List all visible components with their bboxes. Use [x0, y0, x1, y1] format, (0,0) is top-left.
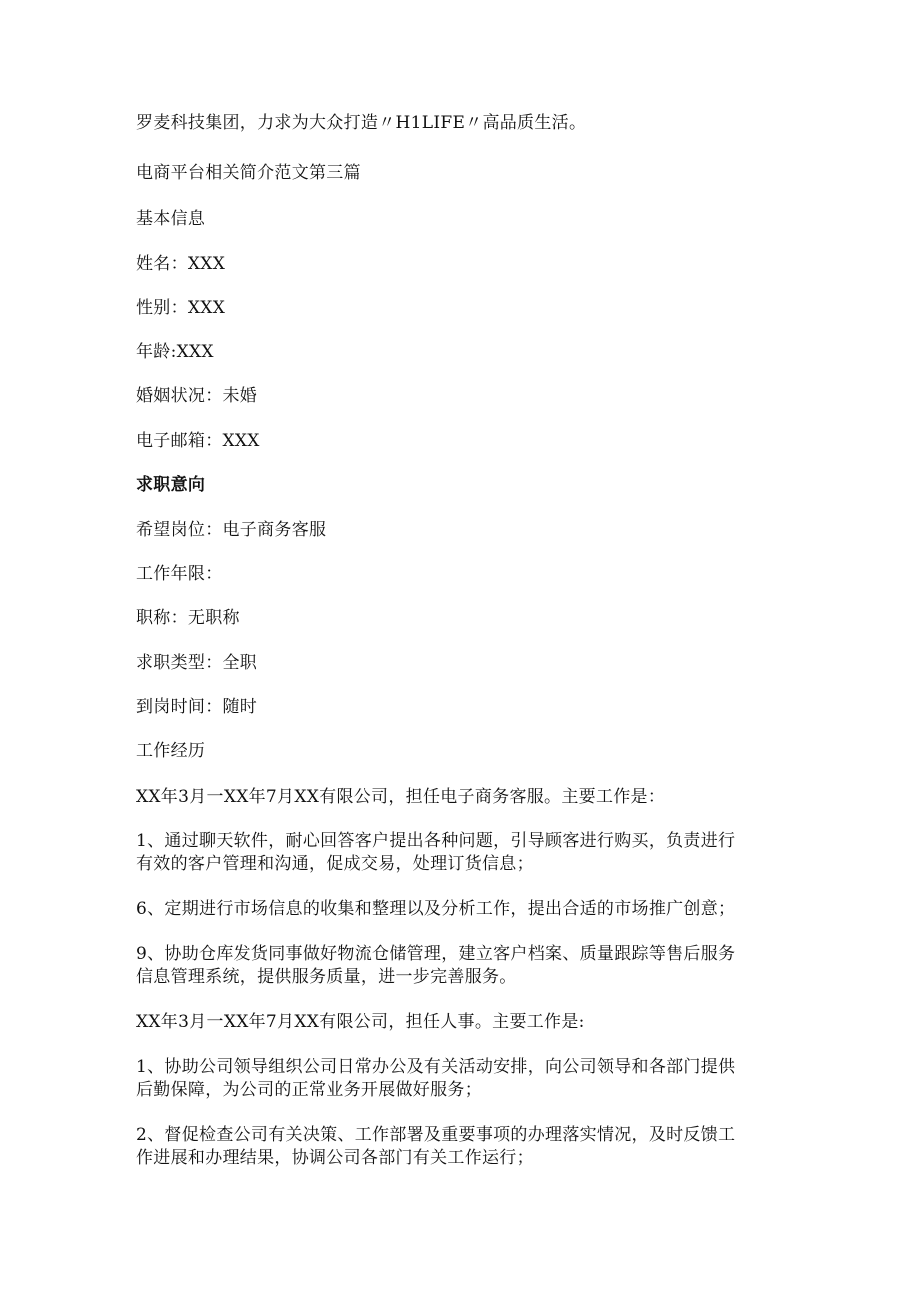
- job1-item1-line2: 有效的客户管理和沟通，促成交易，处理订货信息；: [136, 854, 534, 874]
- gender-field: 性别：XXX: [136, 298, 226, 318]
- job2-item1-line1: 1、协助公司领导组织公司日常办公及有关活动安排，向公司领导和各部门提供: [136, 1057, 736, 1077]
- job2-header: XX年3月一XX年7月XX有限公司，担任人事。主要工作是:: [136, 1012, 585, 1032]
- job-type-field: 求职类型：全职: [136, 653, 258, 673]
- work-experience-heading: 工作经历: [136, 741, 206, 761]
- job1-item2: 6、定期进行市场信息的收集和整理以及分析工作，提出合适的市场推广创意；: [136, 899, 736, 919]
- job1-item3-line1: 9、协助仓库发货同事做好物流仓储管理，建立客户档案、质量跟踪等售后服务: [136, 944, 736, 964]
- name-field: 姓名：XXX: [136, 254, 226, 274]
- desired-position-field: 希望岗位：电子商务客服: [136, 520, 327, 540]
- job1-item3-line2: 信息管理系统，提供服务质量，进一步完善服务。: [136, 967, 517, 987]
- work-years-field: 工作年限：: [136, 564, 223, 584]
- age-field: 年龄:XXX: [136, 342, 214, 362]
- marital-status-field: 婚姻状况：未婚: [136, 386, 258, 406]
- job2-item2-line1: 2、督促检查公司有关决策、工作部署及重要事项的办理落实情况，及时反馈工: [136, 1125, 736, 1145]
- job1-header: XX年3月一XX年7月XX有限公司，担任电子商务客服。主要工作是：: [136, 787, 666, 807]
- basic-info-heading: 基本信息: [136, 209, 206, 229]
- job2-item2-line2: 作进展和办理结果，协调公司各部门有关工作运行；: [136, 1148, 534, 1168]
- article-title: 电商平台相关简介范文第三篇: [136, 163, 361, 183]
- job1-item1-line1: 1、通过聊天软件，耐心回答客户提出各种问题，引导顾客进行购买，负责进行: [136, 831, 736, 851]
- availability-field: 到岗时间：随时: [136, 697, 258, 717]
- job-intention-heading: 求职意向: [136, 475, 206, 495]
- intro-line: 罗麦科技集团，力求为大众打造〃H1LIFE〃高品质生活。: [136, 113, 587, 133]
- email-field: 电子邮箱：XXX: [136, 431, 260, 451]
- job2-item1-line2: 后勤保障，为公司的正常业务开展做好服务；: [136, 1080, 482, 1100]
- professional-title-field: 职称：无职称: [136, 608, 240, 628]
